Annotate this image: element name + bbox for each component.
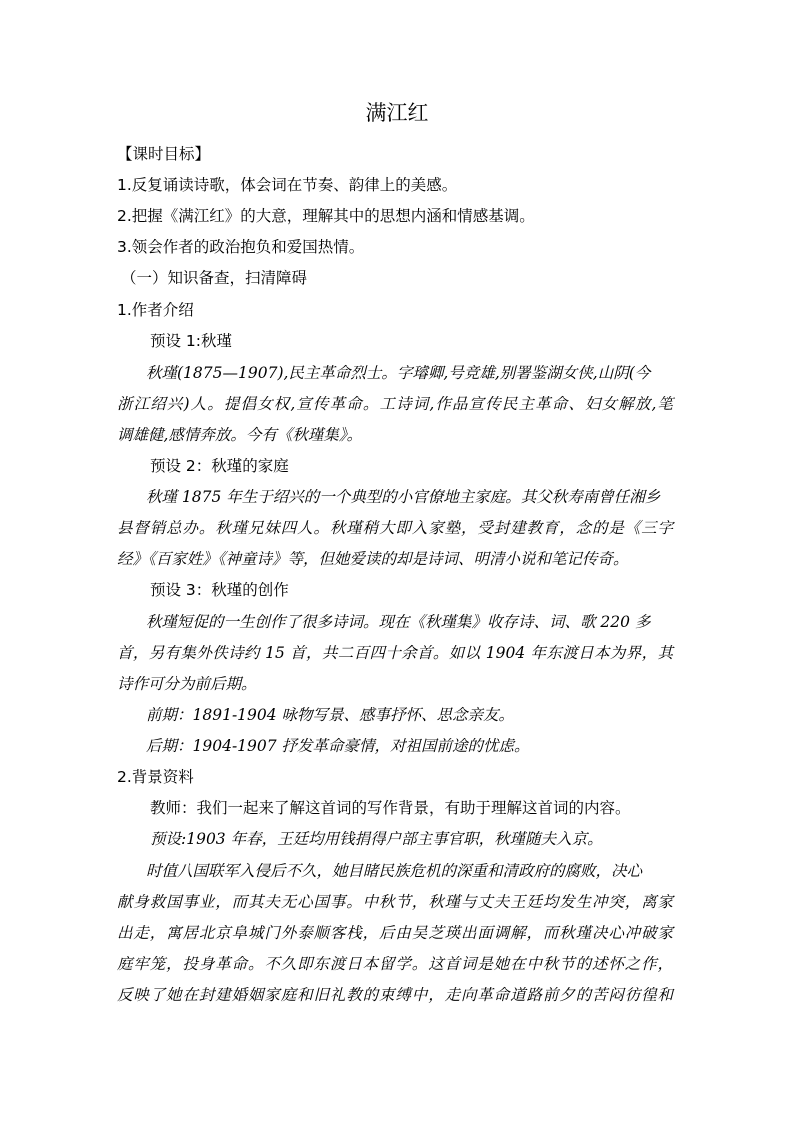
- late-period-line: 后期：1904-1907 抒发革命豪情，对祖国前途的忧虑。: [146, 737, 530, 755]
- preset-2-heading: 预设 2：秋瑾的家庭: [150, 457, 289, 475]
- objective-item-1: 1.反复诵读诗歌，体会词在节奏、韵律上的美感。: [117, 176, 458, 194]
- section-heading-knowledge: （一）知识备查，扫清障碍: [121, 269, 308, 287]
- preset-1-heading: 预设 1:秋瑾: [150, 332, 233, 350]
- paragraph-line: 出走，寓居北京阜城门外泰顺客栈，后由吴芝瑛出面调解，而秋瑾决心冲破家: [117, 924, 673, 942]
- preset-background-line: 预设:1903 年春，王廷均用钱捐得户部主事官职，秋瑾随夫入京。: [150, 830, 603, 848]
- section-heading-objectives: 【课时目标】: [117, 145, 211, 163]
- paragraph-line: 诗作可分为前后期。: [117, 675, 257, 693]
- preset-3-heading: 预设 3：秋瑾的创作: [150, 581, 289, 599]
- page-title: 满江红: [365, 101, 429, 125]
- paragraph-line: 秋瑾(1875—1907),民主革命烈士。字璿卿,号竞雄,别署鉴湖女侠,山阴(今: [146, 364, 651, 382]
- paragraph-line: 反映了她在封建婚姻家庭和旧礼教的束缚中，走向革命道路前夕的苦闷彷徨和: [117, 986, 673, 1004]
- teacher-line: 教师：我们一起来了解这首词的写作背景，有助于理解这首词的内容。: [150, 799, 631, 817]
- paragraph-line: 县督销总办。秋瑾兄妹四人。秋瑾稍大即入家塾，受封建教育，念的是《三字: [117, 519, 673, 537]
- early-period-line: 前期：1891-1904 咏物写景、感事抒怀、思念亲友。: [146, 706, 515, 724]
- paragraph-line: 首，另有集外佚诗约 15 首，共二百四十余首。如以 1904 年东渡日本为界，其: [117, 644, 673, 662]
- paragraph-line: 秋瑾短促的一生创作了很多诗词。现在《秋瑾集》收存诗、词、歌 220 多: [146, 613, 651, 631]
- paragraph-line: 经》《百家姓》《神童诗》等，但她爱读的却是诗词、明清小说和笔记传奇。: [117, 550, 629, 568]
- paragraph-line: 浙江绍兴)人。提倡女权,宣传革命。工诗词,作品宣传民主革命、妇女解放,笔: [117, 395, 673, 413]
- paragraph-line: 庭牢笼，投身革命。不久即东渡日本留学。这首词是她在中秋节的述怀之作，: [117, 955, 673, 973]
- paragraph-line: 时值八国联军入侵后不久，她目睹民族危机的深重和清政府的腐败，决心: [146, 862, 643, 880]
- paragraph-line: 献身救国事业，而其夫无心国事。中秋节，秋瑾与丈夫王廷均发生冲突，离家: [117, 893, 673, 911]
- subheading-background: 2.背景资料: [117, 768, 194, 786]
- paragraph-line: 调雄健,感情奔放。今有《秋瑾集》。: [117, 426, 363, 444]
- subheading-author-intro: 1.作者介绍: [117, 301, 194, 319]
- objective-item-2: 2.把握《满江红》的大意，理解其中的思想内涵和情感基调。: [117, 207, 535, 225]
- objective-item-3: 3.领会作者的政治抱负和爱国热情。: [117, 238, 365, 256]
- paragraph-line: 秋瑾 1875 年生于绍兴的一个典型的小官僚地主家庭。其父秋寿南曾任湘乡: [146, 488, 661, 506]
